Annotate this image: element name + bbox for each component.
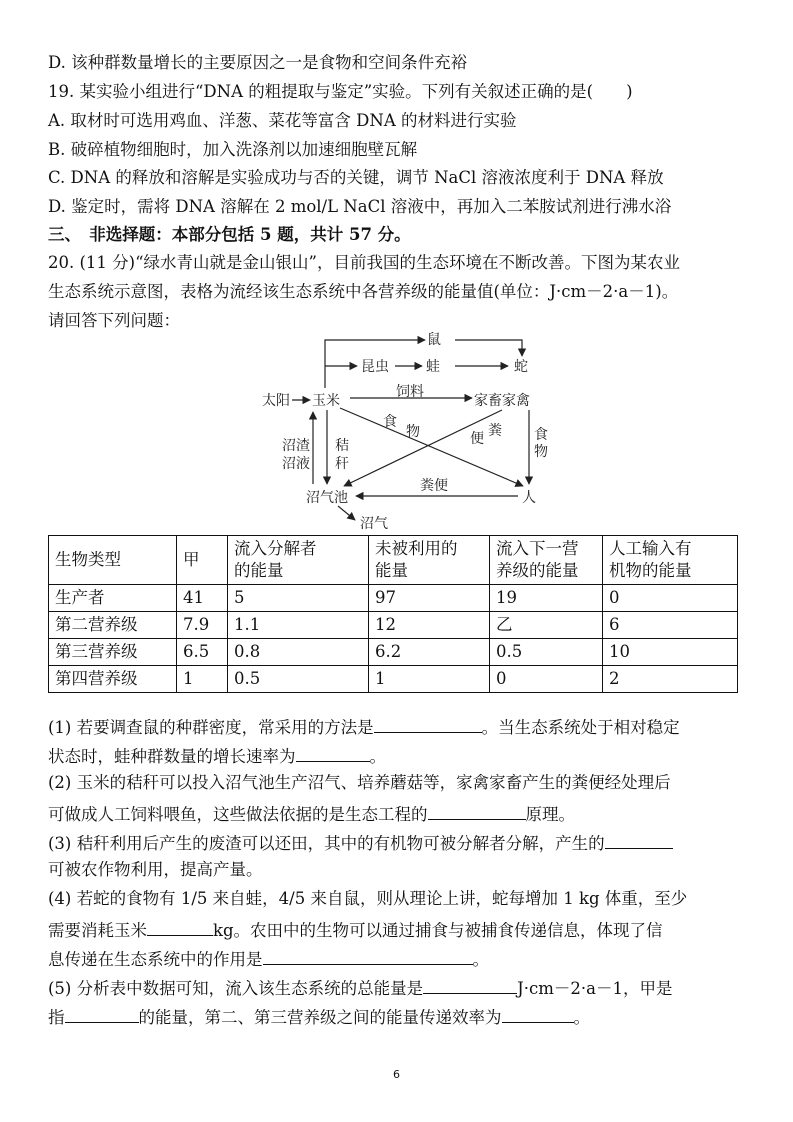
table-header-cell: 生物类型	[49, 536, 177, 585]
table-header-cell: 甲	[177, 536, 228, 585]
sub5-text-b: J·cm－2·a－1，甲是	[517, 979, 673, 998]
ecosystem-diagram	[240, 326, 580, 536]
answer-blank[interactable]	[65, 1004, 139, 1023]
label-livestock: 家畜家禽	[474, 393, 530, 409]
q18-option-d: D. 该种群数量增长的主要原因之一是食物和空间条件充裕	[48, 53, 468, 72]
answer-blank[interactable]	[428, 801, 526, 820]
table-header-cell: 流入下一营 养级的能量	[490, 536, 603, 585]
sub5-line1	[48, 975, 672, 1000]
table-row	[49, 585, 738, 612]
label-food-left-2: 物	[406, 424, 420, 440]
sub1-text-c: 状态时，蛙种群数量的增长速率为	[48, 747, 296, 766]
table-row	[49, 666, 738, 693]
table-cell: 1	[369, 666, 490, 693]
arrow-digester-biogas	[338, 506, 355, 520]
table-cell: 2	[603, 666, 738, 693]
table-cell: 0.8	[228, 639, 369, 666]
q19-option-d: D. 鉴定时，需将 DNA 溶解在 2 mol/L NaCl 溶液中，再加入二苯胺试剂进行沸水浴	[48, 197, 672, 216]
label-feed: 饲料	[396, 384, 424, 400]
sub5-text-c: 指	[48, 1008, 65, 1027]
table-cell: 6.2	[369, 639, 490, 666]
sub3-line1	[48, 830, 673, 855]
sub2-text-b: 可做成人工饲料喂鱼，这些做法依据的是生态工程的	[48, 805, 428, 824]
sub3-text-a: (3) 秸秆利用后产生的废渣可以还田，其中的有机物可被分解者分解，产生的	[48, 834, 605, 853]
sub2-line1: (2) 玉米的秸秆可以投入沼气池生产沼气、培养蘑菇等，家禽家畜产生的粪便经处理后	[48, 773, 671, 792]
table-header-cell: 流入分解者 的能量	[228, 536, 369, 585]
label-dung-mid-2: 便	[470, 431, 484, 447]
sub4-line2	[48, 917, 663, 942]
answer-blank[interactable]	[296, 743, 370, 762]
sub1-line1	[48, 714, 680, 739]
sub2-text-c: 原理。	[525, 805, 575, 824]
label-snake: 蛇	[514, 359, 528, 375]
sub3-line2: 可被农作物利用，提高产量。	[48, 860, 263, 879]
table-cell: 1	[177, 666, 228, 693]
sub4-text-b: 需要消耗玉米	[48, 921, 147, 940]
table-cell: 6	[603, 612, 738, 639]
table-header-row	[49, 536, 738, 585]
q20-stem-line1: 20. (11 分)“绿水青山就是金山银山”，目前我国的生态环境在不断改善。下图为某农业	[48, 253, 680, 272]
table-cell: 6.5	[177, 639, 228, 666]
table-row	[49, 639, 738, 666]
q19-option-c: C. DNA 的释放和溶解是实验成功与否的关键，调节 NaCl 溶液浓度利于 DNA 释放	[48, 168, 664, 187]
q19-stem: 19. 某实验小组进行“DNA 的粗提取与鉴定”实验。下列有关叙述正确的是( )	[48, 82, 633, 101]
q20-stem-line3: 请回答下列问题：	[48, 311, 180, 330]
table-cell: 7.9	[177, 612, 228, 639]
label-frog: 蛙	[426, 359, 440, 375]
label-straw-2: 秆	[335, 456, 349, 472]
page-number: 6	[393, 1068, 400, 1081]
table-cell: 第四营养级	[49, 666, 177, 693]
label-human: 人	[522, 490, 536, 506]
label-sun: 太阳	[262, 393, 290, 409]
sub1-line2	[48, 743, 386, 768]
sub1-text-b: 。当生态系统处于相对稳定	[481, 718, 680, 737]
sub4-text-c: kg。农田中的生物可以通过捕食与被捕食传递信息，体现了信	[213, 921, 663, 940]
sub4-line1: (4) 若蛇的食物有 1/5 来自蛙，4/5 来自鼠，则从理论上讲，蛇每增加 1 kg 体重，至少	[48, 889, 688, 908]
sub5-text-d: 的能量，第二、第三营养级之间的能量传递效率为	[138, 1008, 502, 1027]
table-cell: 第二营养级	[49, 612, 177, 639]
label-rat: 鼠	[427, 332, 441, 348]
answer-blank[interactable]	[263, 946, 473, 965]
label-straw-1: 秸	[335, 438, 349, 454]
label-food-right-2: 物	[534, 444, 548, 460]
label-digester: 沼气池	[306, 490, 348, 506]
label-residue-1: 沼渣	[282, 438, 310, 454]
answer-blank[interactable]	[147, 917, 213, 936]
q19-option-a: A. 取材时可选用鸡血、洋葱、菜花等富含 DNA 的材料进行实验	[48, 111, 517, 130]
label-corn: 玉米	[312, 393, 340, 409]
answer-blank[interactable]	[423, 975, 517, 994]
label-dung-bottom: 粪便	[420, 478, 448, 494]
table-cell: 97	[369, 585, 490, 612]
sub1-text-a: (1) 若要调查鼠的种群密度，常采用的方法是	[48, 718, 374, 737]
energy-table	[48, 535, 738, 693]
sub5-text-e: 。	[573, 1008, 590, 1027]
answer-blank[interactable]	[502, 1004, 574, 1023]
table-cell: 第三营养级	[49, 639, 177, 666]
table-cell: 10	[603, 639, 738, 666]
table-cell: 12	[369, 612, 490, 639]
table-cell: 1.1	[228, 612, 369, 639]
table-header-cell: 人工输入有 机物的能量	[603, 536, 738, 585]
sub4-text-d: 息传递在生态系统中的作用是	[48, 950, 263, 969]
arrow-livestock-digester	[344, 410, 502, 486]
section-heading: 三、 非选择题：本部分包括 5 题，共计 57 分。	[48, 225, 411, 244]
table-cell: 5	[228, 585, 369, 612]
table-cell: 19	[490, 585, 603, 612]
label-insect: 昆虫	[361, 359, 389, 375]
table-cell: 41	[177, 585, 228, 612]
table-cell: 0.5	[490, 639, 603, 666]
answer-blank[interactable]	[605, 830, 673, 849]
label-residue-2: 沼液	[282, 456, 310, 472]
table-cell: 0	[490, 666, 603, 693]
q19-option-b: B. 破碎植物细胞时，加入洗涤剂以加速细胞壁瓦解	[48, 140, 418, 159]
sub5-line2	[48, 1004, 590, 1029]
answer-blank[interactable]	[374, 714, 482, 733]
label-dung-mid-1: 粪	[488, 423, 502, 439]
table-row	[49, 612, 738, 639]
label-food-left-1: 食	[383, 414, 397, 430]
table-cell: 0.5	[228, 666, 369, 693]
table-cell: 0	[603, 585, 738, 612]
arrow-rat-snake	[455, 340, 522, 356]
label-biogas: 沼气	[360, 516, 388, 532]
sub4-line3	[48, 946, 489, 971]
table-cell: 生产者	[49, 585, 177, 612]
table-cell: 乙	[490, 612, 603, 639]
sub5-text-a: (5) 分析表中数据可知，流入该生态系统的总能量是	[48, 979, 424, 998]
label-food-right-1: 食	[534, 427, 548, 443]
q20-stem-line2: 生态系统示意图，表格为流经该生态系统中各营养级的能量值(单位：J·cm－2·a－1)。	[48, 282, 679, 301]
table-header-cell: 未被利用的 能量	[369, 536, 490, 585]
sub4-text-e: 。	[472, 950, 489, 969]
sub1-text-d: 。	[369, 747, 386, 766]
sub2-line2	[48, 801, 575, 826]
